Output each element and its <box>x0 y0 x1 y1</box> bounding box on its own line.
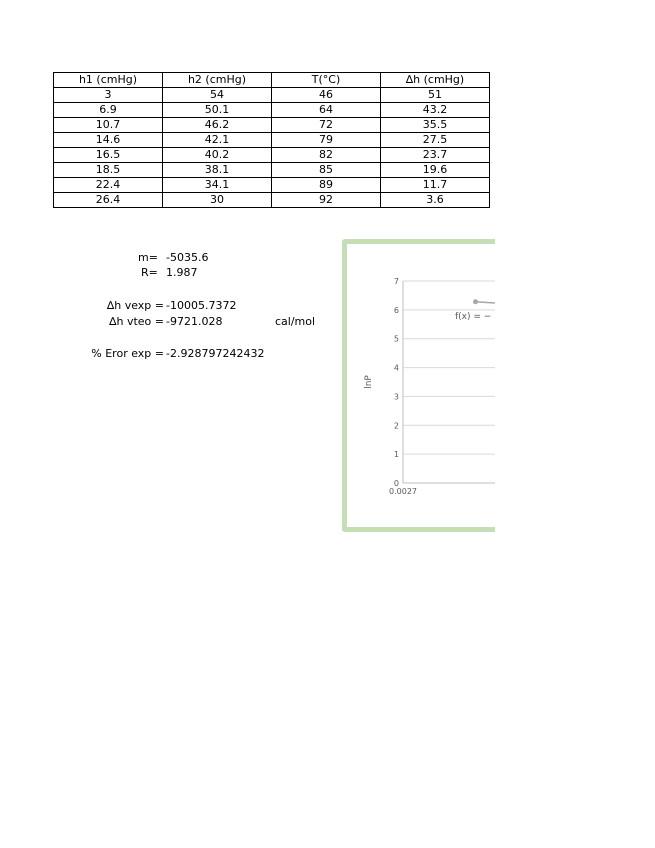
table-cell: 38.1 <box>163 163 272 178</box>
header-delta-h: ∆h (cmHg) <box>381 73 490 88</box>
table-cell: 19.6 <box>381 163 490 178</box>
table-cell: 46.2 <box>163 118 272 133</box>
r-value: 1.987 <box>166 266 198 279</box>
table-cell: 34.1 <box>163 178 272 193</box>
data-point <box>473 299 478 304</box>
header-temperature: T(°C) <box>272 73 381 88</box>
table-cell: 26.4 <box>54 193 163 208</box>
table-cell: 40.2 <box>163 148 272 163</box>
y-tick-label: 6 <box>393 305 399 315</box>
table-cell: 92 <box>272 193 381 208</box>
table-cell: 64 <box>272 103 381 118</box>
y-tick-label: 2 <box>393 421 399 431</box>
dh-vexp-value: -10005.7372 <box>166 299 237 312</box>
table-cell: 82 <box>272 148 381 163</box>
dh-vteo-value: -9721.028 <box>166 315 223 328</box>
lnp-chart: 012345670.0027 0.00275lnPf(x) = − <box>347 244 495 527</box>
table-row <box>54 178 490 193</box>
table-cell: 11.7 <box>381 178 490 193</box>
data-table <box>53 72 490 208</box>
table-cell: 6.9 <box>54 103 163 118</box>
table-cell: 54 <box>163 88 272 103</box>
table-cell: 3 <box>54 88 163 103</box>
table-row <box>54 163 490 178</box>
y-tick-label: 0 <box>393 479 399 488</box>
table-cell: 72 <box>272 118 381 133</box>
table-cell: 18.5 <box>54 163 163 178</box>
table-row <box>54 148 490 163</box>
m-value: -5035.6 <box>166 251 209 264</box>
table-cell: 43.2 <box>381 103 490 118</box>
chart-frame <box>342 239 565 532</box>
table-row <box>54 88 490 103</box>
y-tick-label: 1 <box>393 450 399 460</box>
table-cell: 16.5 <box>54 148 163 163</box>
table-cell: 14.6 <box>54 133 163 148</box>
table-cell: 85 <box>272 163 381 178</box>
trendline-equation: f(x) = − <box>455 312 492 322</box>
y-tick-label: 5 <box>393 334 399 344</box>
r-label: R= <box>141 266 158 279</box>
series-line <box>476 302 496 310</box>
table-row <box>54 103 490 118</box>
error-value: -2.928797242432 <box>166 347 265 360</box>
table-cell: 10.7 <box>54 118 163 133</box>
table-row <box>54 118 490 133</box>
table-cell: 27.5 <box>381 133 490 148</box>
error-label: % Eror exp = <box>91 347 164 360</box>
table-cell: 79 <box>272 133 381 148</box>
y-tick-label: 4 <box>393 363 399 373</box>
table-cell: 51 <box>381 88 490 103</box>
table-cell: 30 <box>163 193 272 208</box>
header-h1: h1 (cmHg) <box>54 73 163 88</box>
table-cell: 3.6 <box>381 193 490 208</box>
header-h2: h2 (cmHg) <box>163 73 272 88</box>
table-cell: 42.1 <box>163 133 272 148</box>
dh-vteo-label: ∆h vteo = <box>109 315 164 328</box>
x-tick-label: 0.0027 <box>389 487 417 496</box>
table-cell: 46 <box>272 88 381 103</box>
table-header-row <box>54 73 490 88</box>
y-tick-label: 7 <box>393 277 399 286</box>
dh-vexp-label: ∆h vexp = <box>106 299 164 312</box>
table-cell: 89 <box>272 178 381 193</box>
table-row <box>54 193 490 208</box>
chart-container <box>342 239 565 532</box>
y-axis-title: lnP <box>364 375 374 389</box>
unit-label: cal/mol <box>275 315 316 328</box>
table-cell: 23.7 <box>381 148 490 163</box>
table-cell: 22.4 <box>54 178 163 193</box>
table-row <box>54 133 490 148</box>
table-cell: 35.5 <box>381 118 490 133</box>
m-label: m= <box>138 251 158 264</box>
y-tick-label: 3 <box>393 392 399 402</box>
table-cell: 50.1 <box>163 103 272 118</box>
